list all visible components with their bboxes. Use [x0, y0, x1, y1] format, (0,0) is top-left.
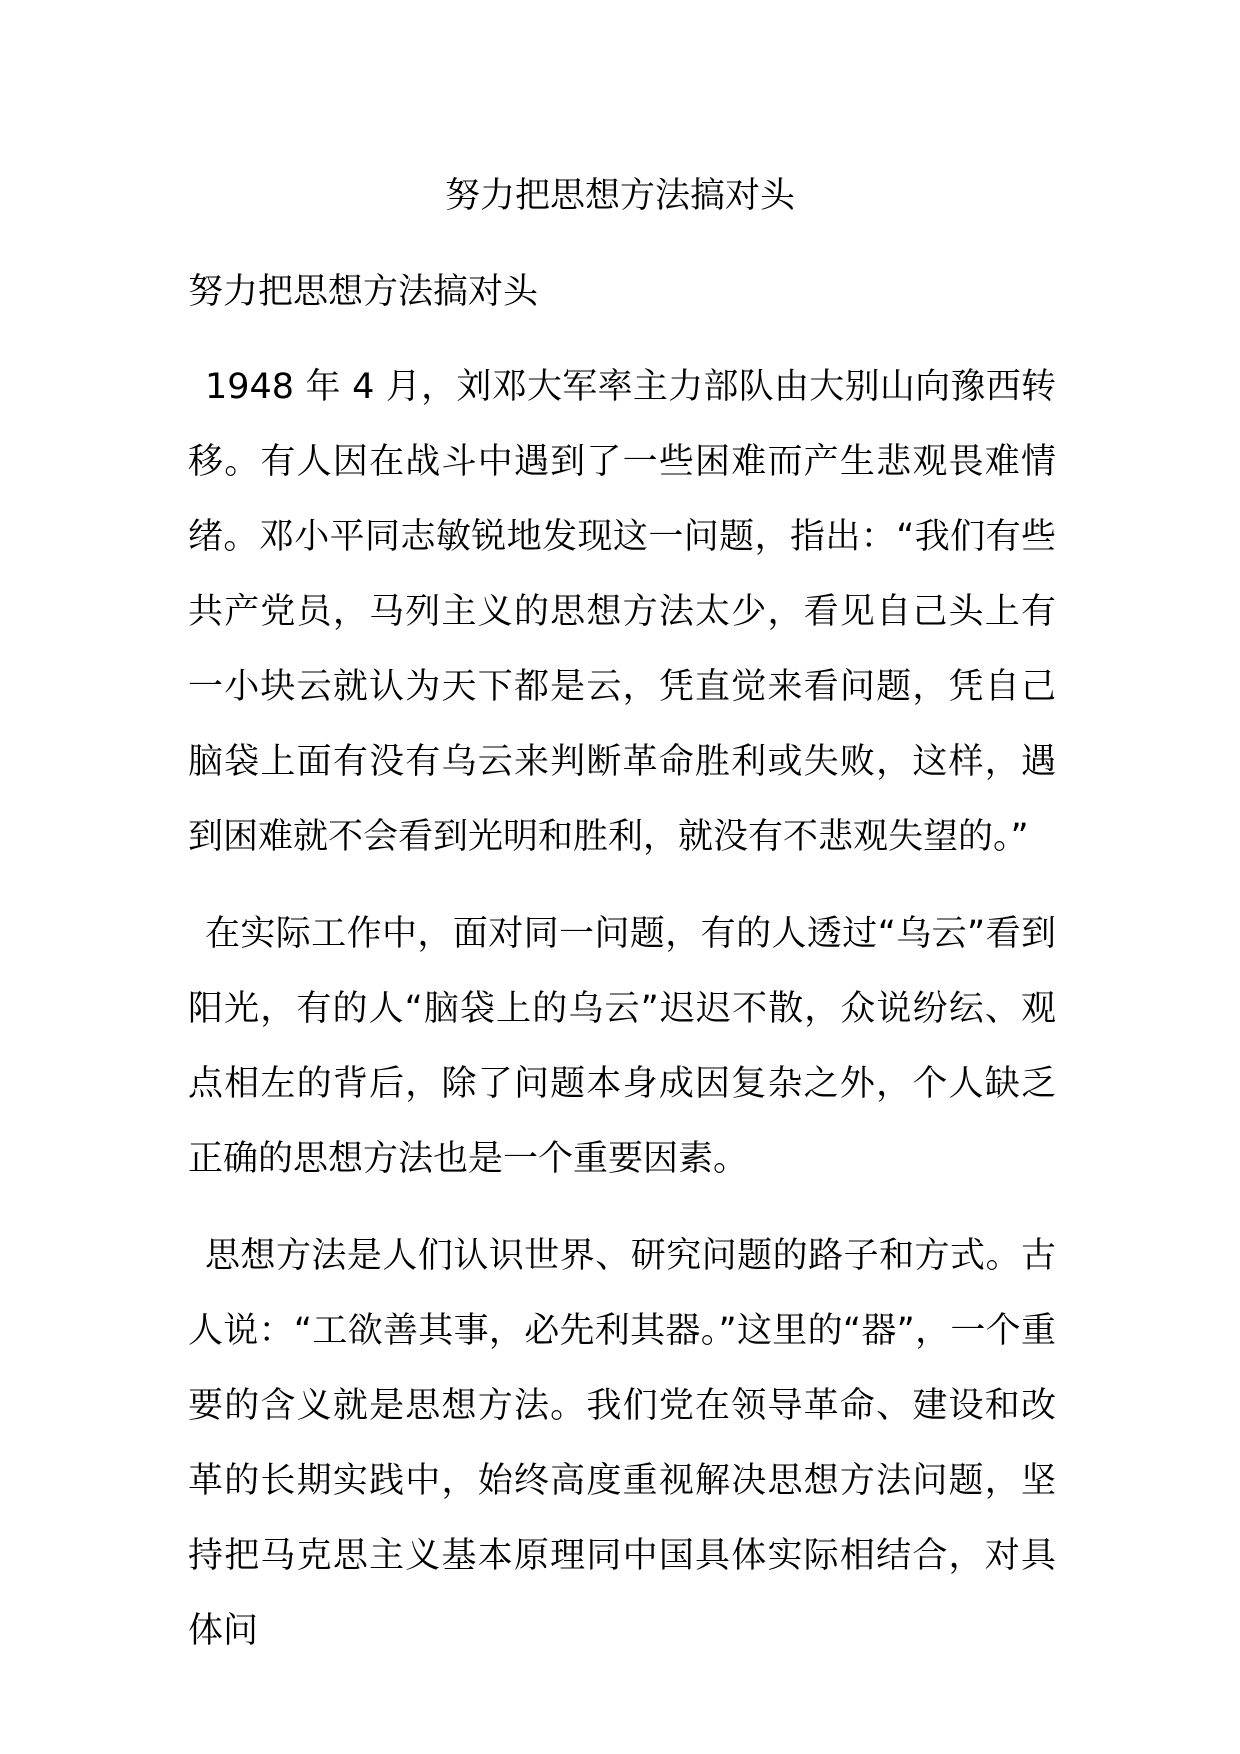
paragraph-3: 思想方法是人们认识世界、研究问题的路子和方式。古人说：“工欲善其事，必先利其器。”这里的“器”，一个重要的含义就是思想方法。我们党在领导革命、建设和改革的长期实践中，始终高度重视解决思想方法问题，坚持把马克思主义基本原理同中国具体实际相结合，对具体问 [188, 1236, 1056, 1651]
document-subheading: 努力把思想方法搞对头 [188, 272, 539, 312]
paragraph-2: 在实际工作中，面对同一问题，有的人透过“乌云”看到阳光，有的人“脑袋上的乌云”迟迟不散，众说纷纭、观点相左的背后，除了问题本身成因复杂之外，个人缺乏正确的思想方法也是一个重要因素。 [188, 914, 1056, 1179]
document-body [188, 350, 1056, 1691]
document-title: 努力把思想方法搞对头 [444, 176, 795, 216]
paragraph-1: 1948 年 4 月，刘邓大军率主力部队由大别山向豫西转移。有人因在战斗中遇到了一些困难而产生悲观畏难情绪。邓小平同志敏锐地发现这一问题，指出：“我们有些共产党员，马列主义的思想方法太少，看见自己头上有一小块云就认为天下都是云，凭直觉来看问题，凭自己脑袋上面有没有乌云来判断革命胜利或失败，这样，遇到困难就不会看到光明和胜利，就没有不悲观失望的。” [188, 367, 1056, 857]
